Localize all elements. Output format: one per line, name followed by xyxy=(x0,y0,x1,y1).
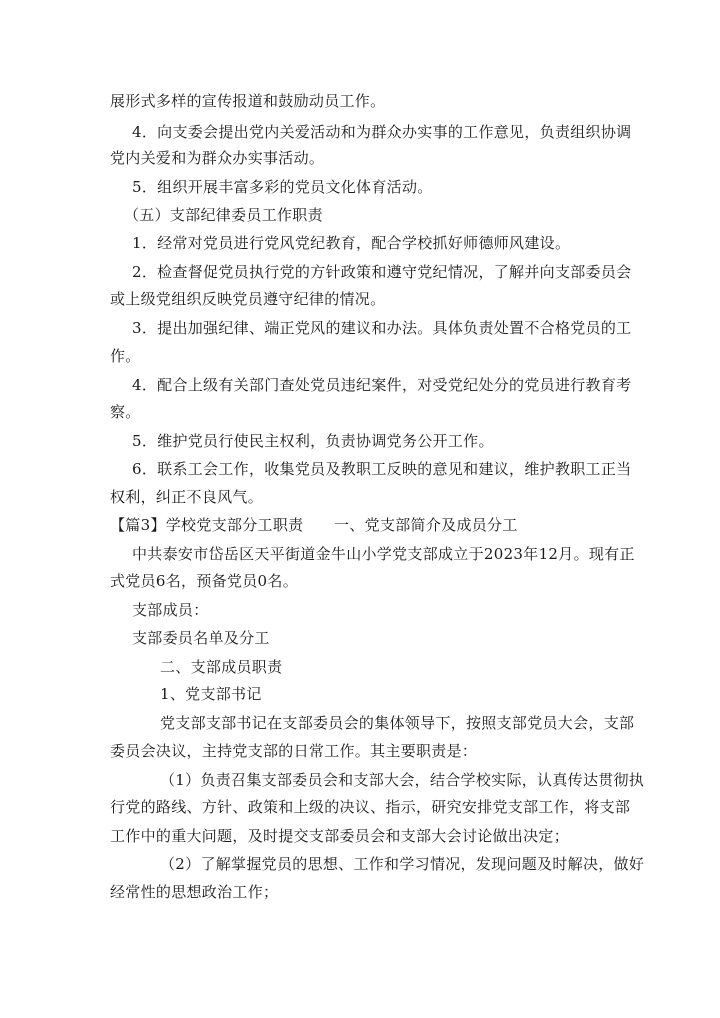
text-line: （1）负责召集支部委员会和支部大会，结合学校实际，认真传达贯彻执 xyxy=(160,771,645,789)
text-line: （2）了解掌握党员的思想、工作和学习情况，发现问题及时解决，做好 xyxy=(160,855,645,873)
text-line: 经常性的思想政治工作； xyxy=(110,883,279,901)
text-line: 或上级党组织反映党员遵守纪律的情况。 xyxy=(110,290,386,308)
text-line: 5．维护党员行使民主权利，负责协调党务公开工作。 xyxy=(132,432,494,450)
text-line: 1．经常对党员进行党风党纪教育，配合学校抓好师德师风建设。 xyxy=(132,234,571,252)
text-line: 工作中的重大问题，及时提交支部委员会和支部大会讨论做出决定； xyxy=(110,827,570,845)
text-line: 作。 xyxy=(110,347,141,365)
text-line: 4．向支委会提出党内关爱活动和为群众办实事的工作意见，负责组织协调 xyxy=(132,123,632,141)
text-line: 委员会决议，主持党支部的日常工作。其主要职责是： xyxy=(110,742,478,760)
text-line: 权利，纠正不良风气。 xyxy=(110,488,264,506)
section-heading: （五）支部纪律委员工作职责 xyxy=(124,206,323,224)
text-line: 5．组织开展丰富多彩的党员文化体育活动。 xyxy=(132,178,433,196)
section-heading: 1、党支部书记 xyxy=(160,685,262,703)
text-line: 察。 xyxy=(110,403,141,421)
text-line: 展形式多样的宣传报道和鼓励动员工作。 xyxy=(110,92,386,110)
text-line: 6．联系工会工作，收集党员及教职工反映的意见和建议，维护教职工正当 xyxy=(132,460,632,478)
text-line: 中共泰安市岱岳区天平街道金牛山小学党支部成立于2023年12月。现有正 xyxy=(132,545,635,563)
text-line: 党内关爱和为群众办实事活动。 xyxy=(110,149,325,167)
text-line: 支部成员： xyxy=(132,601,209,619)
text-line: 4．配合上级有关部门查处党员违纪案件，对受党纪处分的党员进行教育考 xyxy=(132,376,632,394)
section-heading: 二、支部成员职责 xyxy=(160,658,283,676)
text-line: 党支部支部书记在支部委员会的集体领导下，按照支部党员大会，支部 xyxy=(160,714,635,732)
article-heading: 【篇3】学校党支部分工职责 一、党支部简介及成员分工 xyxy=(110,516,518,534)
text-line: 式党员6名，预备党员0名。 xyxy=(110,572,298,590)
text-line: 行党的路线、方针、政策和上级的决议、指示，研究安排党支部工作，将支部 xyxy=(110,798,631,816)
text-line: 支部委员名单及分工 xyxy=(132,629,270,647)
text-line: 2．检查督促党员执行党的方针政策和遵守党纪情况，了解并向支部委员会 xyxy=(132,263,632,281)
text-line: 3．提出加强纪律、端正党风的建议和办法。具体负责处置不合格党员的工 xyxy=(132,319,632,337)
